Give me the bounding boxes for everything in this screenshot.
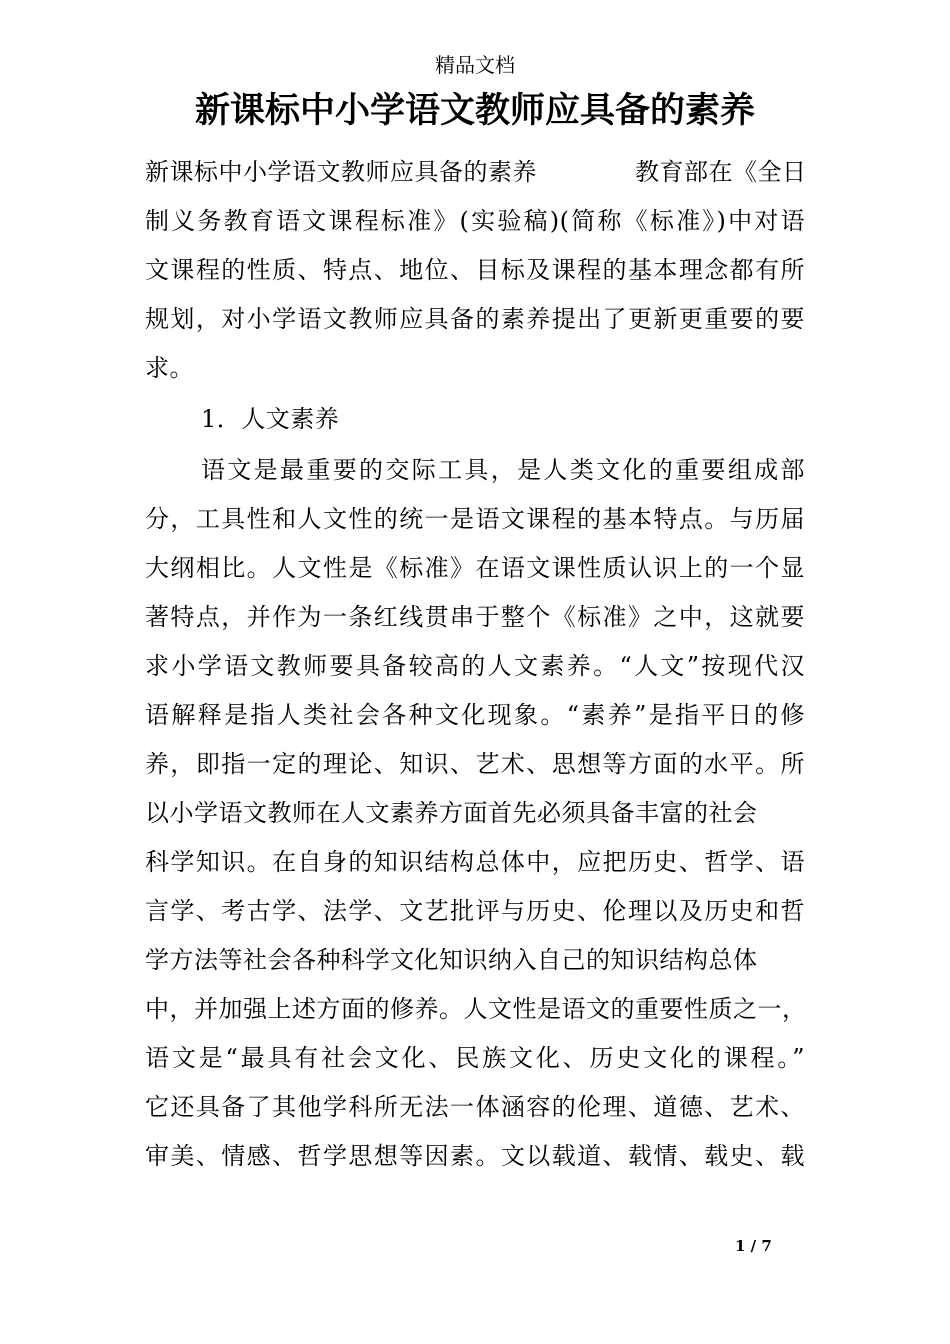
text-line: 语文是最重要的交际工具，是人类文化的重要组成部 xyxy=(201,456,805,484)
text-line: 文课程的性质、特点、地位、目标及课程的基本理念都有所 xyxy=(145,256,805,284)
page-number: 1 / 7 xyxy=(735,1237,772,1255)
text-line: 求小学语文教师要具备较高的人文素养。“人文”按现代汉 xyxy=(145,652,805,680)
text-line: 语解释是指人类社会各种文化现象。“素养”是指平日的修 xyxy=(145,701,805,729)
text-line: 著特点，并作为一条红线贯串于整个《标准》之中，这就要 xyxy=(145,603,805,631)
text-line: 言学、考古学、法学、文艺批评与历史、伦理以及历史和哲 xyxy=(145,897,805,925)
document-body xyxy=(145,148,805,1181)
text-line: 制义务教育语文课程标准》(实验稿)(简称《标准》)中对语 xyxy=(145,207,805,235)
text-line: 养，即指一定的理论、知识、艺术、思想等方面的水平。所 xyxy=(145,750,805,778)
text-line: 它还具备了其他学科所无法一体涵容的伦理、道德、艺术、 xyxy=(145,1093,805,1121)
text-line: 大纲相比。人文性是《标准》在语文课性质认识上的一个显 xyxy=(145,554,805,582)
text-line: 新课标中小学语文教师应具备的素养 教育部在《全日 xyxy=(145,158,807,186)
text-line: 科学知识。在自身的知识结构总体中，应把历史、哲学、语 xyxy=(145,848,805,876)
text-line: 分，工具性和人文性的统一是语文课程的基本特点。与历届 xyxy=(145,505,805,533)
section-heading: 1．人文素养 xyxy=(201,405,340,433)
text-line: 求。 xyxy=(145,354,194,382)
text-line: 学方法等社会各种科学文化知识纳入自己的知识结构总体 xyxy=(145,946,758,974)
text-line: 审美、情感、哲学思想等因素。文以载道、载情、载史、载 xyxy=(145,1142,805,1170)
text-line: 语文是“最具有社会文化、民族文化、历史文化的课程。” xyxy=(145,1044,805,1072)
document-title: 新课标中小学语文教师应具备的素养 xyxy=(194,90,755,131)
page-header: 精品文档 xyxy=(435,53,515,77)
text-line: 规划，对小学语文教师应具备的素养提出了更新更重要的要 xyxy=(145,305,805,333)
text-line: 以小学语文教师在人文素养方面首先必须具备丰富的社会 xyxy=(145,799,758,827)
text-line: 中，并加强上述方面的修养。人文性是语文的重要性质之一， xyxy=(145,995,807,1023)
